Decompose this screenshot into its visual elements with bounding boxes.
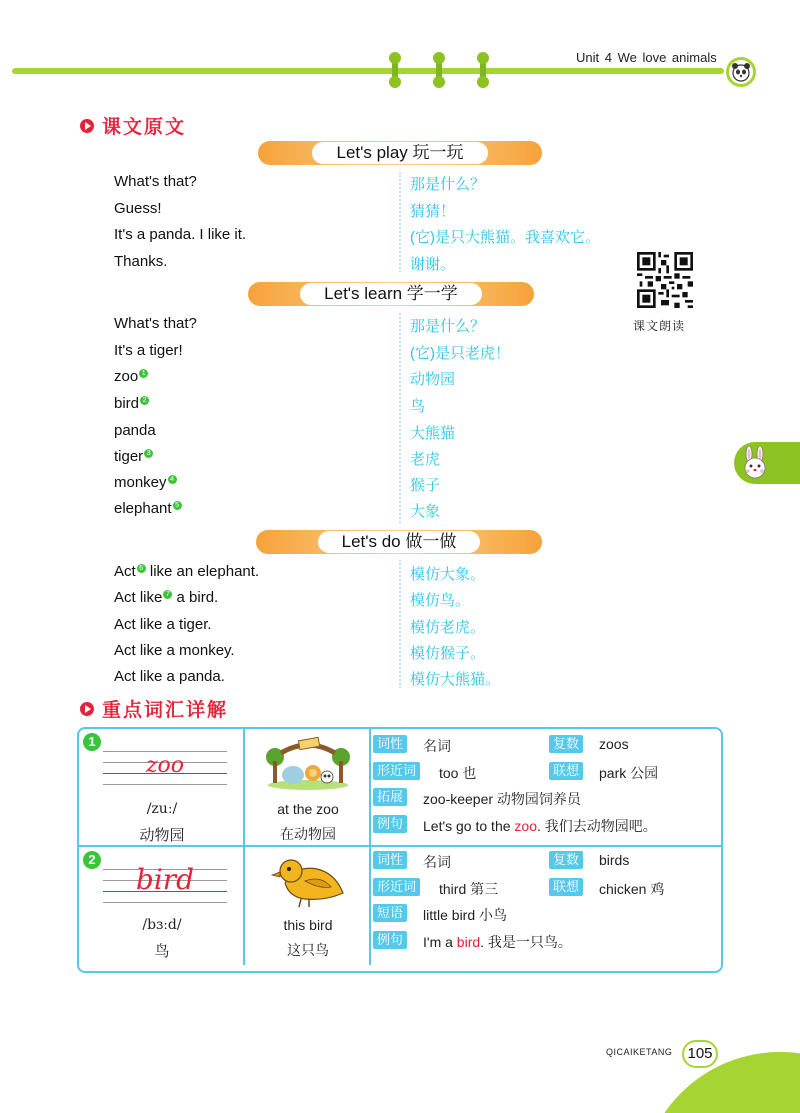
- learn-line-en: panda: [114, 422, 156, 439]
- section-head-vocab: [80, 695, 228, 722]
- play-line-en: What's that?: [114, 173, 197, 190]
- do-line-en: Act like a monkey.: [114, 642, 235, 659]
- word-meaning: 动物园: [139, 827, 185, 844]
- header-rule: [12, 68, 724, 74]
- play-line-zh: (它)是只大熊猫。我喜欢它。: [410, 229, 600, 246]
- learn-line-zh: 动物园: [410, 371, 456, 388]
- play-bullet-icon: [80, 119, 94, 133]
- pos-value: 名词: [423, 854, 451, 870]
- vocab-word: elephant: [114, 500, 172, 517]
- picture-caption-zh: 在动物园: [280, 826, 336, 842]
- pos-value: 名词: [423, 738, 451, 754]
- example-text: . 我是一只鸟。: [480, 934, 572, 950]
- play-line-en: Guess!: [114, 200, 162, 217]
- similar-value: too 也: [439, 765, 477, 781]
- extra-tag: 拓展: [373, 788, 407, 806]
- example-text: Let's go to the: [423, 818, 515, 834]
- vocab-word: tiger: [114, 448, 144, 465]
- banner-label: Let's do 做一做: [318, 531, 481, 553]
- note-marker: 5: [173, 501, 182, 510]
- assoc-value: park 公园: [599, 765, 659, 781]
- learn-line-zh: 鸟: [410, 398, 426, 415]
- do-text: a bird.: [172, 589, 219, 606]
- assoc-tag: 联想: [549, 762, 583, 780]
- banner-lets-do: [256, 530, 542, 554]
- phonetic: /bɜːd/: [142, 917, 182, 933]
- word-cell: [79, 847, 245, 965]
- pos-tag: 词性: [373, 735, 407, 753]
- learn-line-zh: (它)是只老虎！: [410, 345, 510, 362]
- extra-tag: 短语: [373, 904, 407, 922]
- do-text: Act: [114, 563, 136, 580]
- info-cell: [371, 729, 721, 845]
- vocab-word: bird: [114, 395, 140, 412]
- vocab-word: zoo: [145, 753, 185, 778]
- binder-peg: [480, 56, 486, 84]
- learn-line-en: [114, 368, 148, 385]
- play-line-en: It's a panda. I like it.: [114, 226, 247, 243]
- pos-tag: 词性: [373, 851, 407, 869]
- picture-cell: [245, 729, 371, 845]
- vocab-word: monkey: [114, 474, 167, 491]
- example-tag: 例句: [373, 931, 407, 949]
- info-cell: [371, 847, 721, 965]
- learn-line-zh: 大象: [410, 503, 441, 520]
- play-line-zh: 猜猜！: [410, 203, 456, 220]
- note-marker: 1: [139, 369, 148, 378]
- learn-line-zh: 猴子: [410, 477, 441, 494]
- vocab-number: 2: [83, 851, 101, 869]
- do-line-zh: 模仿老虎。: [410, 619, 486, 636]
- binder-peg: [436, 56, 442, 84]
- column-divider: [399, 172, 401, 272]
- assoc-value: chicken 鸡: [599, 881, 665, 897]
- learn-line-en: [114, 448, 153, 465]
- similar-tag: 形近词: [373, 762, 420, 780]
- binder-peg: [392, 56, 398, 84]
- banner-label: Let's learn 学一学: [300, 283, 482, 305]
- do-line-en: [114, 589, 218, 606]
- phonetic: /zuː/: [146, 801, 178, 817]
- picture-cell: [245, 847, 371, 965]
- plural-value: birds: [599, 852, 630, 868]
- qr-code-icon[interactable]: [637, 252, 693, 308]
- page-number: 105: [682, 1040, 718, 1068]
- play-line-zh: 那是什么？: [410, 176, 486, 193]
- example-sentence: [423, 816, 657, 836]
- section-head-text: [80, 112, 186, 139]
- assoc-tag: 联想: [549, 878, 583, 896]
- section-title: 重点词汇详解: [102, 700, 229, 721]
- play-line-en: Thanks.: [114, 253, 168, 270]
- vocab-table: [77, 727, 723, 973]
- do-line-zh: 模仿大象。: [410, 566, 486, 583]
- do-text: Act like: [114, 589, 163, 606]
- banner-label: Let's play 玩一玩: [312, 142, 487, 164]
- do-line-en: Act like a panda.: [114, 668, 225, 685]
- learn-line-en: [114, 395, 149, 412]
- footer-brand: QICAIKETANG: [606, 1047, 673, 1057]
- word-meaning: 鸟: [154, 943, 170, 960]
- plural-value: zoos: [599, 736, 629, 752]
- footer-decoration: [640, 1052, 800, 1113]
- play-bullet-icon: [80, 702, 94, 716]
- learn-line-zh: 大熊猫: [410, 425, 456, 442]
- do-line-en: Act like a tiger.: [114, 616, 212, 633]
- note-marker: 6: [137, 564, 146, 573]
- learn-line-en: [114, 500, 182, 517]
- extra-value: little bird 小鸟: [423, 907, 508, 923]
- do-line-zh: 模仿大熊猫。: [410, 671, 501, 688]
- zoo-gate-icon: [265, 735, 351, 791]
- similar-value: third 第三: [439, 881, 499, 897]
- learn-line-zh: 那是什么？: [410, 318, 486, 335]
- example-tag: 例句: [373, 815, 407, 833]
- do-line-zh: 模仿鸟。: [410, 592, 471, 609]
- vocab-row: [79, 847, 721, 965]
- learn-line-zh: 老虎: [410, 451, 441, 468]
- plural-tag: 复数: [549, 735, 583, 753]
- learn-line-en: It's a tiger!: [114, 342, 183, 359]
- picture-caption-en: at the zoo: [277, 801, 339, 817]
- banner-lets-play: [258, 141, 542, 165]
- vocab-number: 1: [83, 733, 101, 751]
- example-highlight: zoo: [514, 818, 537, 834]
- plural-tag: 复数: [549, 851, 583, 869]
- section-title: 课文原文: [102, 117, 187, 138]
- note-marker: 4: [168, 475, 177, 484]
- unit-title: Unit 4 We love animals: [576, 50, 717, 65]
- picture-caption-zh: 这只鸟: [287, 942, 329, 958]
- do-line-zh: 模仿猴子。: [410, 645, 486, 662]
- panda-badge-icon: [726, 57, 756, 87]
- picture-caption-en: this bird: [283, 917, 333, 933]
- note-marker: 2: [140, 396, 149, 405]
- vocab-word: zoo: [114, 368, 139, 385]
- column-divider: [399, 313, 401, 523]
- example-highlight: bird: [456, 934, 481, 950]
- vocab-word: bird: [135, 863, 195, 896]
- extra-value: zoo-keeper 动物园饲养员: [423, 791, 581, 807]
- learn-line-en: What's that?: [114, 315, 197, 332]
- column-divider: [399, 560, 401, 688]
- vocab-row: [79, 729, 721, 847]
- do-line-en: [114, 563, 259, 580]
- qr-label: 课文朗读: [633, 319, 686, 333]
- similar-tag: 形近词: [373, 878, 420, 896]
- example-text: I'm a: [423, 934, 457, 950]
- play-line-zh: 谢谢。: [410, 256, 456, 273]
- example-sentence: [423, 932, 572, 952]
- bunny-icon: [738, 446, 772, 480]
- example-text: . 我们去动物园吧。: [536, 818, 657, 834]
- learn-line-en: [114, 474, 177, 491]
- note-marker: 3: [144, 449, 153, 458]
- note-marker: 7: [163, 590, 172, 599]
- bird-icon: [265, 853, 351, 909]
- word-cell: [79, 729, 245, 845]
- do-text: like an elephant.: [145, 563, 260, 580]
- banner-lets-learn: [248, 282, 534, 306]
